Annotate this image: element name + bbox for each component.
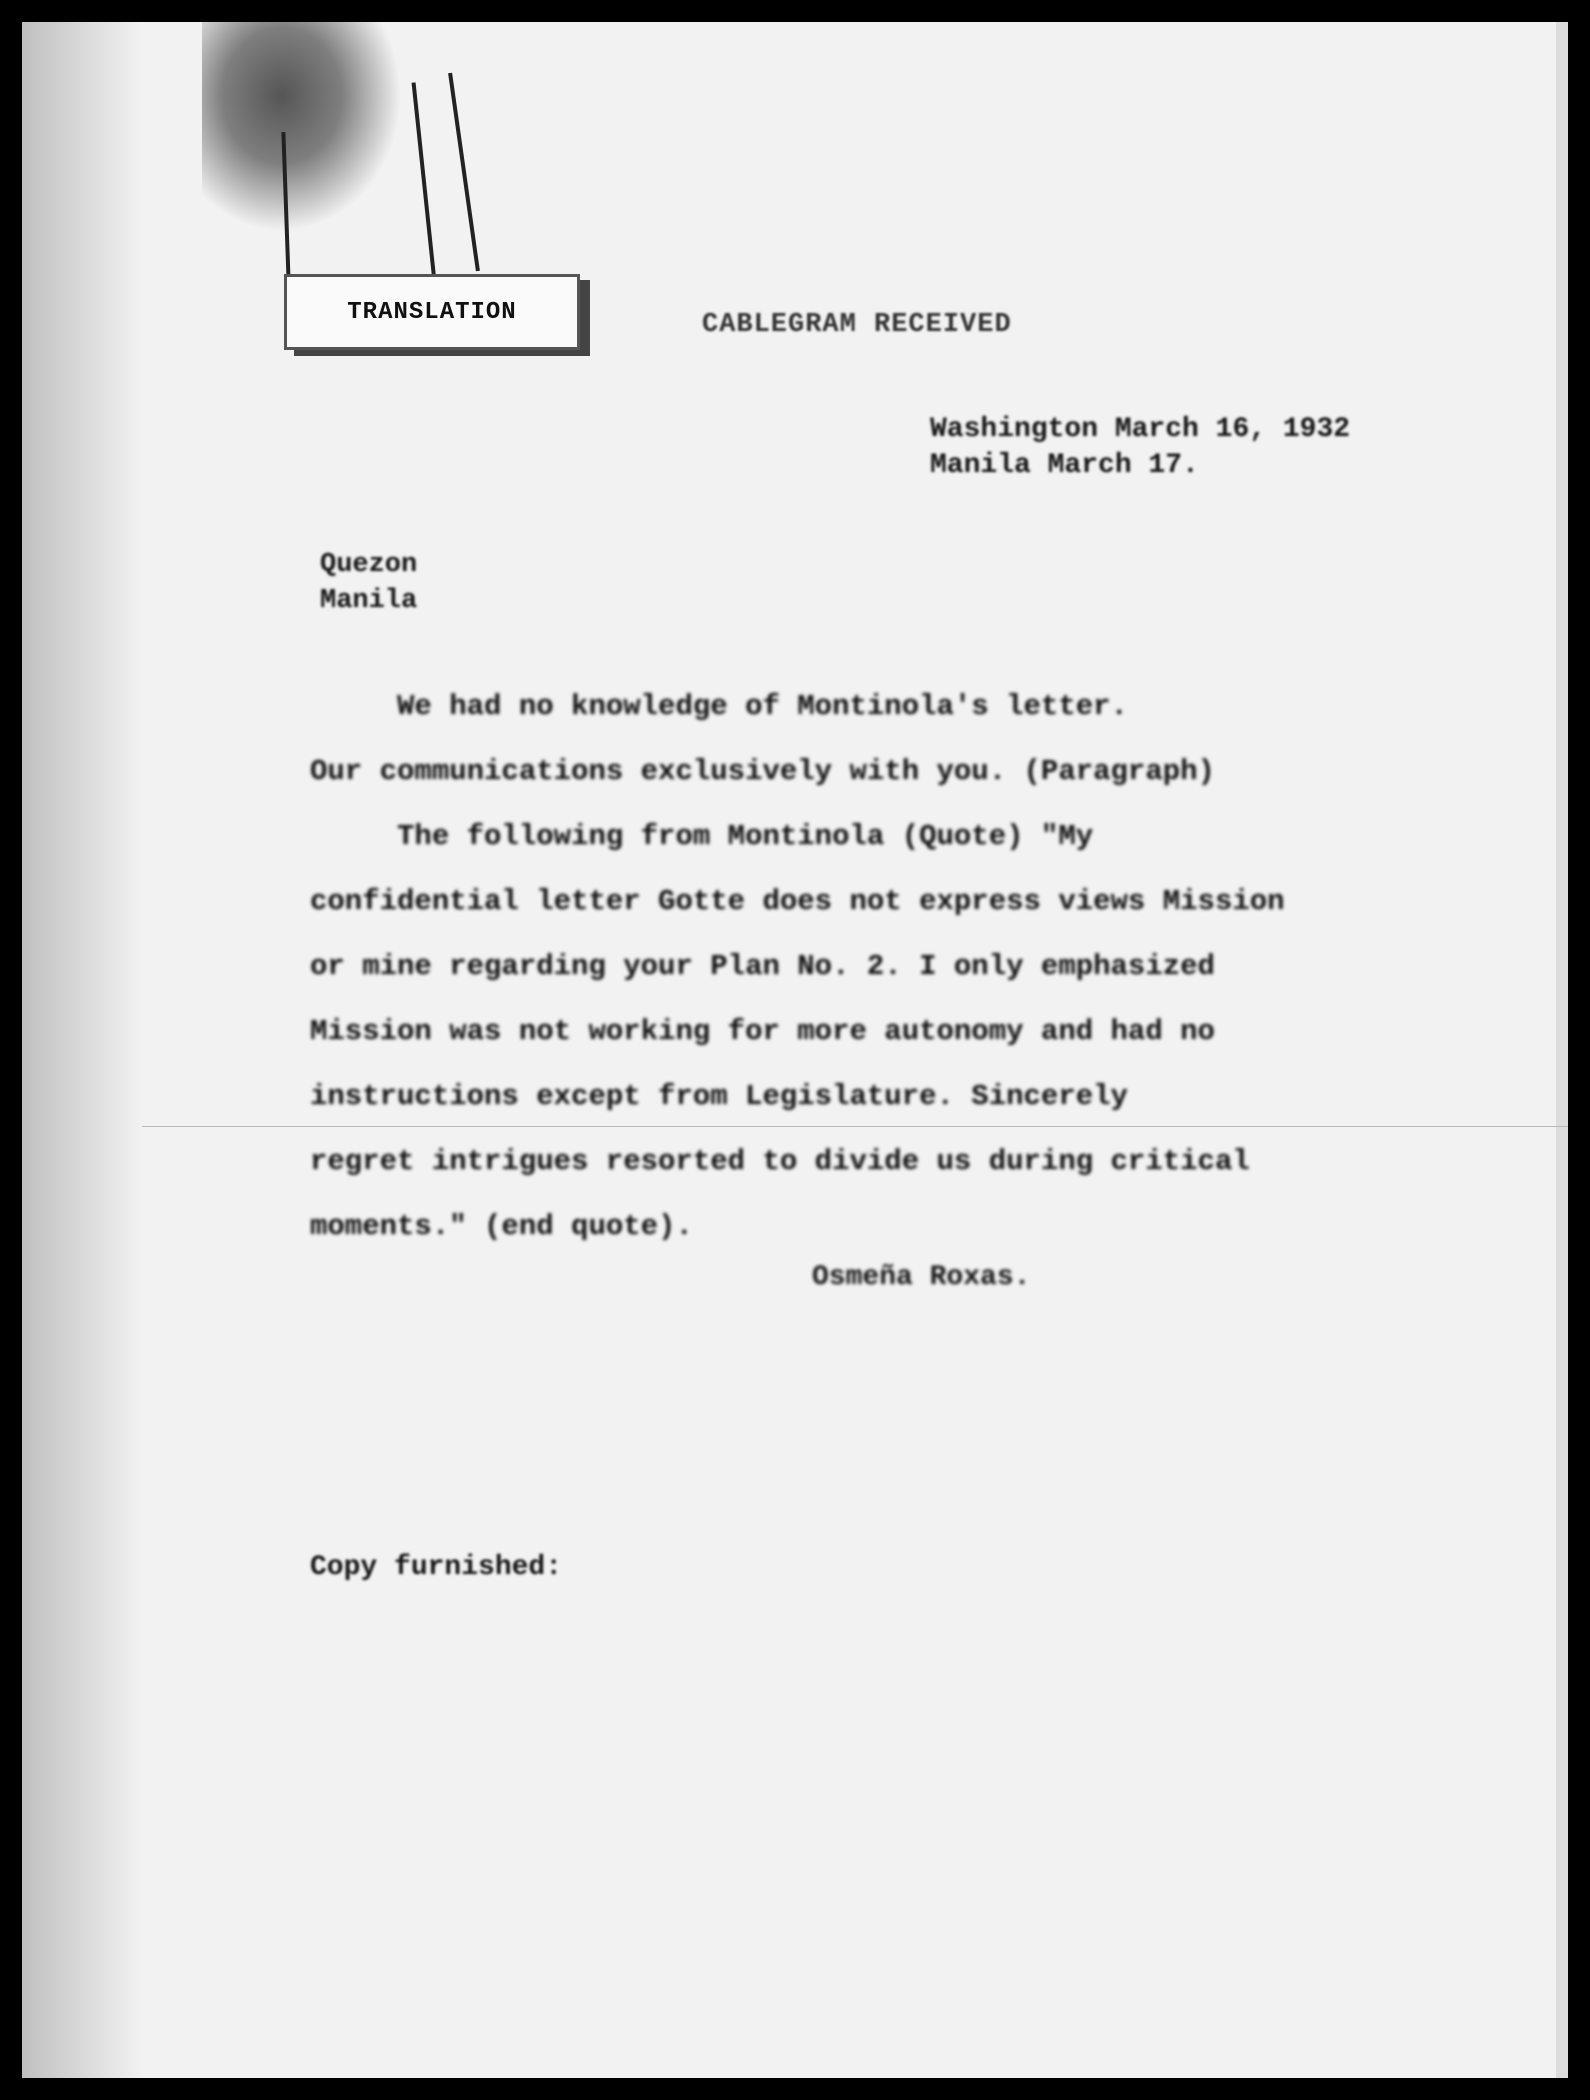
fold-line <box>142 1126 1568 1127</box>
body-line: or mine regarding your Plan No. 2. I only emphasized <box>310 950 1215 983</box>
body-line: moments." (end quote). <box>310 1210 693 1243</box>
body-line: regret intrigues resorted to divide us during critical <box>310 1145 1250 1178</box>
scan-shadow <box>22 22 142 2078</box>
addressee-city: Manila <box>320 586 418 616</box>
translation-label: TRANSLATION <box>284 274 580 350</box>
copy-furnished: Copy furnished: <box>310 1552 563 1583</box>
cable-body <box>310 674 1430 1259</box>
document-heading: CABLEGRAM RECEIVED <box>702 310 1012 340</box>
body-line: Our communications exclusively with you. (Paragraph) <box>310 755 1215 788</box>
dateline-washington: Washington March 16, 1932 <box>930 414 1351 445</box>
page-edge <box>1556 22 1568 2078</box>
staple-mark <box>448 73 480 272</box>
dateline-manila: Manila March 17. <box>930 450 1199 481</box>
body-line: We had no knowledge of Montinola's letter. <box>310 690 1128 723</box>
addressee-name: Quezon <box>320 550 418 580</box>
body-line: confidential letter Gotte does not express views Mission <box>310 885 1285 918</box>
document-page <box>22 22 1568 2078</box>
corner-stain <box>202 22 402 232</box>
body-line: Mission was not working for more autonomy and had no <box>310 1015 1215 1048</box>
staple-mark <box>412 82 437 281</box>
dateline <box>930 412 1350 484</box>
signature: Osmeña Roxas. <box>812 1262 1031 1293</box>
body-line: instructions except from Legislature. Sincerely <box>310 1080 1128 1113</box>
addressee <box>320 547 417 619</box>
body-line: The following from Montinola (Quote) "My <box>310 820 1094 853</box>
